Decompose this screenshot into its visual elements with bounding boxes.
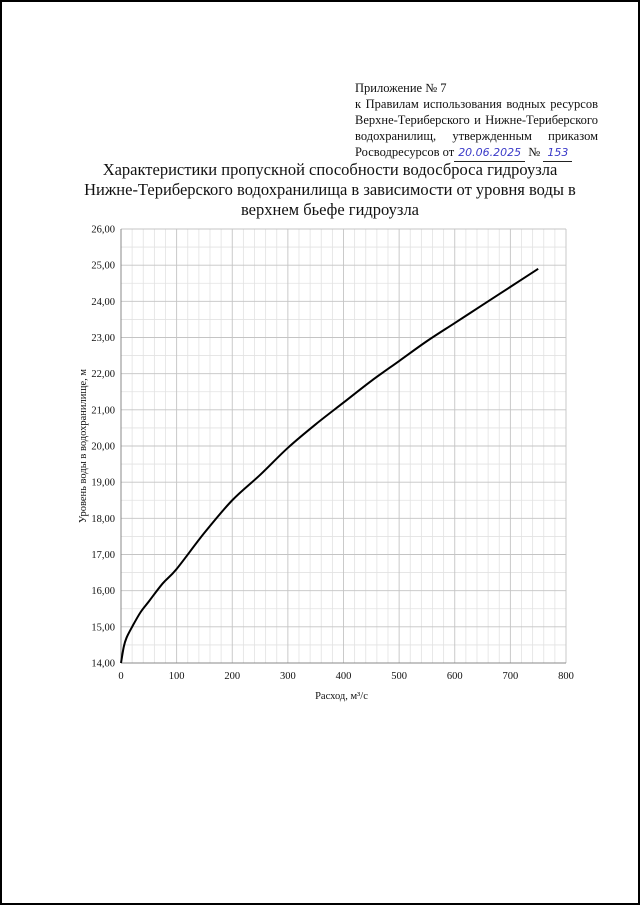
y-tick-label: 16,00 <box>91 586 115 598</box>
x-tick-label: 200 <box>224 671 241 682</box>
chart-title: Характеристики пропускной способности водосброса гидроузла Нижне-Териберского водохранилища в зависимости от уровня воды в верхнем бьефе гидроузла <box>84 160 576 219</box>
y-tick-label: 22,00 <box>91 369 115 381</box>
y-tick-label: 25,00 <box>91 260 115 272</box>
y-tick-label: 14,00 <box>91 658 115 670</box>
y-tick-label: 17,00 <box>91 550 115 561</box>
y-tick-label: 20,00 <box>91 441 115 453</box>
order-date: 20.06.2025 <box>454 145 525 162</box>
y-tick-label: 24,00 <box>91 296 115 308</box>
appendix-agency: Росводресурсов от <box>355 145 455 159</box>
x-tick-label: 500 <box>391 671 407 682</box>
x-tick-label: 800 <box>558 671 574 682</box>
appendix-reservoirs-line: Верхне-Териберского и Нижне-Териберского <box>355 113 598 127</box>
appendix-number: Приложение № 7 <box>355 81 447 95</box>
x-tick-label: 100 <box>168 671 185 682</box>
y-tick-label: 18,00 <box>91 513 115 525</box>
y-tick-label: 19,00 <box>91 477 115 489</box>
y-tick-label: 23,00 <box>91 333 115 344</box>
appendix-rules-line: к Правилам использования водных ресурсов <box>355 97 598 111</box>
x-tick-label: 700 <box>502 671 519 682</box>
x-tick-label: 400 <box>335 671 352 682</box>
x-tick-label: 600 <box>446 671 463 682</box>
appendix-order-line: водохранилищ, утвержденным приказом <box>355 129 598 143</box>
y-tick-label: 21,00 <box>91 405 115 417</box>
y-tick-label: 15,00 <box>91 622 115 634</box>
y-tick-labels <box>91 225 115 670</box>
order-number: 153 <box>543 145 572 162</box>
x-axis-title: Расход, м³/с <box>315 691 368 702</box>
y-tick-label: 26,00 <box>91 224 115 236</box>
order-number-label: № <box>528 145 541 159</box>
y-axis-title: Уровень воды в водохранилище, м <box>78 368 89 524</box>
x-tick-label: 0 <box>118 671 124 682</box>
x-tick-label: 300 <box>280 671 296 682</box>
series-line <box>121 269 538 663</box>
x-tick-labels <box>118 671 574 682</box>
